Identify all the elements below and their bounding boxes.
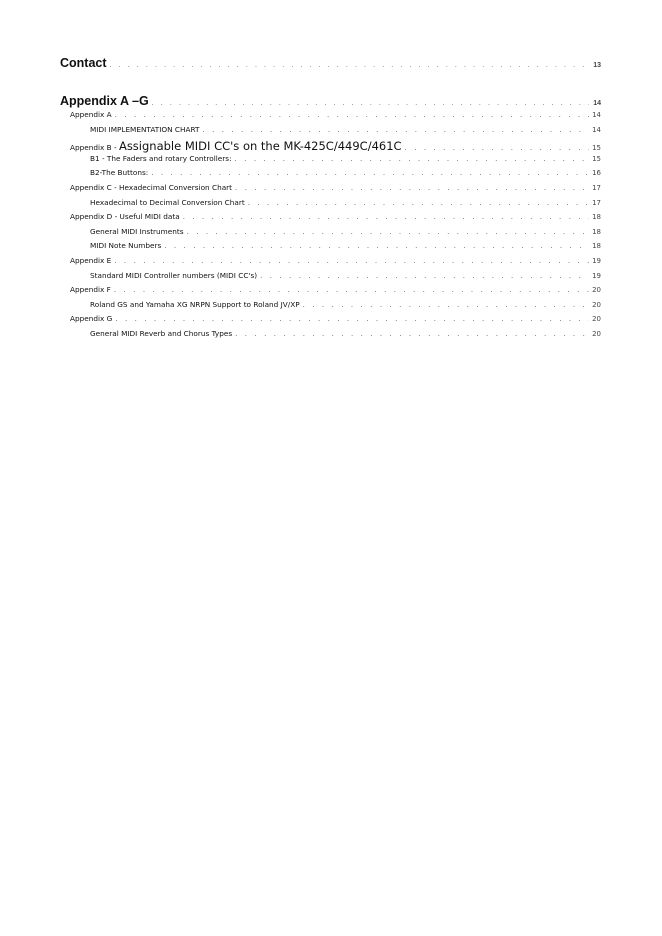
- toc-entry-label: B2-The Buttons:: [90, 168, 149, 178]
- toc-entry-label: General MIDI Instruments: [90, 226, 184, 236]
- dot-leader: [110, 62, 589, 69]
- toc-entry-label: Appendix C - Hexadecimal Conversion Chart: [70, 182, 233, 192]
- dot-leader: [303, 301, 589, 309]
- toc-entry-b2-buttons[interactable]: [60, 168, 601, 183]
- toc-entry-page: 18: [592, 242, 601, 251]
- toc-entry-page: 20: [592, 315, 601, 324]
- toc-entry-label: Appendix D - Useful MIDI data: [70, 212, 180, 222]
- toc-entry-label: General MIDI Reverb and Chorus Types: [90, 328, 233, 338]
- toc-entry-page: 20: [592, 329, 601, 338]
- dot-leader: [152, 100, 589, 107]
- dot-leader: [235, 184, 589, 192]
- dot-leader: [235, 155, 589, 163]
- toc-entry-label: Contact: [60, 56, 107, 70]
- toc-entry-page: 18: [592, 213, 601, 222]
- toc-entry-label: Appendix A: [70, 110, 112, 119]
- dot-leader: [248, 199, 589, 207]
- toc-entry-page: 20: [592, 286, 601, 295]
- dot-leader: [235, 330, 589, 338]
- dot-leader: [202, 126, 589, 134]
- toc-entry-page: 17: [592, 183, 601, 192]
- toc-entry-midi-implementation-chart[interactable]: [60, 125, 601, 140]
- toc-entry-label: [70, 139, 402, 153]
- dot-leader: [187, 228, 589, 236]
- toc-entry-page: 14: [592, 111, 601, 119]
- toc-entry-label: Standard MIDI Controller numbers (MIDI CC's): [90, 270, 258, 280]
- toc-entry-midi-note-numbers[interactable]: [60, 241, 601, 256]
- toc-entry-page: 13: [593, 62, 601, 69]
- toc-entry-appendix-a[interactable]: [60, 110, 601, 125]
- toc-entry-b1-faders[interactable]: [60, 154, 601, 169]
- toc-entry-standard-midi-cc[interactable]: [60, 271, 601, 286]
- dot-leader: [183, 213, 589, 221]
- toc-entry-hex-to-decimal[interactable]: [60, 198, 601, 213]
- toc-entry-appendix-d[interactable]: [60, 212, 601, 227]
- toc-entry-page: 15: [592, 154, 601, 163]
- dot-leader: [115, 315, 589, 323]
- toc-entry-reverb-chorus-types[interactable]: [60, 329, 601, 344]
- table-of-contents: [60, 56, 601, 344]
- toc-entry-appendix-group[interactable]: [60, 94, 601, 110]
- toc-entry-appendix-f[interactable]: [60, 285, 601, 300]
- toc-entry-page: 16: [592, 169, 601, 178]
- toc-entry-appendix-g[interactable]: [60, 314, 601, 329]
- toc-entry-label: Appendix E: [70, 255, 112, 265]
- toc-entry-label: MIDI IMPLEMENTATION CHART: [90, 124, 200, 134]
- toc-entry-label: Roland GS and Yamaha XG NRPN Support to Roland JV/XP: [90, 299, 300, 309]
- toc-entry-label: B1 - The Faders and rotary Controllers:: [90, 153, 232, 163]
- toc-entry-gm-instruments[interactable]: [60, 227, 601, 242]
- toc-entry-page: 19: [592, 256, 601, 265]
- section-spacer: [60, 72, 601, 94]
- toc-entry-page: 17: [592, 198, 601, 207]
- toc-entry-label: Appendix F: [70, 285, 111, 295]
- dot-leader: [260, 272, 589, 280]
- toc-entry-appendix-e[interactable]: [60, 256, 601, 271]
- dot-leader: [115, 111, 589, 119]
- toc-entry-page: 19: [592, 271, 601, 280]
- toc-entry-appendix-c[interactable]: [60, 183, 601, 198]
- dot-leader: [114, 257, 589, 265]
- dot-leader: [164, 242, 589, 250]
- toc-entry-roland-gs-yamaha-xg[interactable]: [60, 300, 601, 315]
- toc-entry-appendix-b[interactable]: [60, 139, 601, 154]
- dot-leader: [151, 169, 589, 177]
- toc-entry-page: 14: [592, 125, 601, 134]
- toc-entry-page: 14: [593, 100, 601, 107]
- toc-entry-label: Appendix G: [70, 314, 113, 324]
- toc-entry-page: 18: [592, 227, 601, 236]
- dot-leader: [114, 286, 589, 294]
- dot-leader: [405, 144, 589, 152]
- toc-entry-label: MIDI Note Numbers: [90, 241, 162, 251]
- toc-entry-label-prefix: Appendix B -: [70, 143, 119, 153]
- toc-entry-label: Appendix A –G: [60, 94, 149, 108]
- toc-entry-page: 20: [592, 300, 601, 309]
- toc-entry-label-title: Assignable MIDI CC's on the MK-425C/449C/461C: [118, 139, 402, 154]
- toc-entry-label: Hexadecimal to Decimal Conversion Chart: [90, 197, 245, 207]
- toc-entry-contact[interactable]: [60, 56, 601, 72]
- toc-entry-page: 15: [592, 144, 601, 153]
